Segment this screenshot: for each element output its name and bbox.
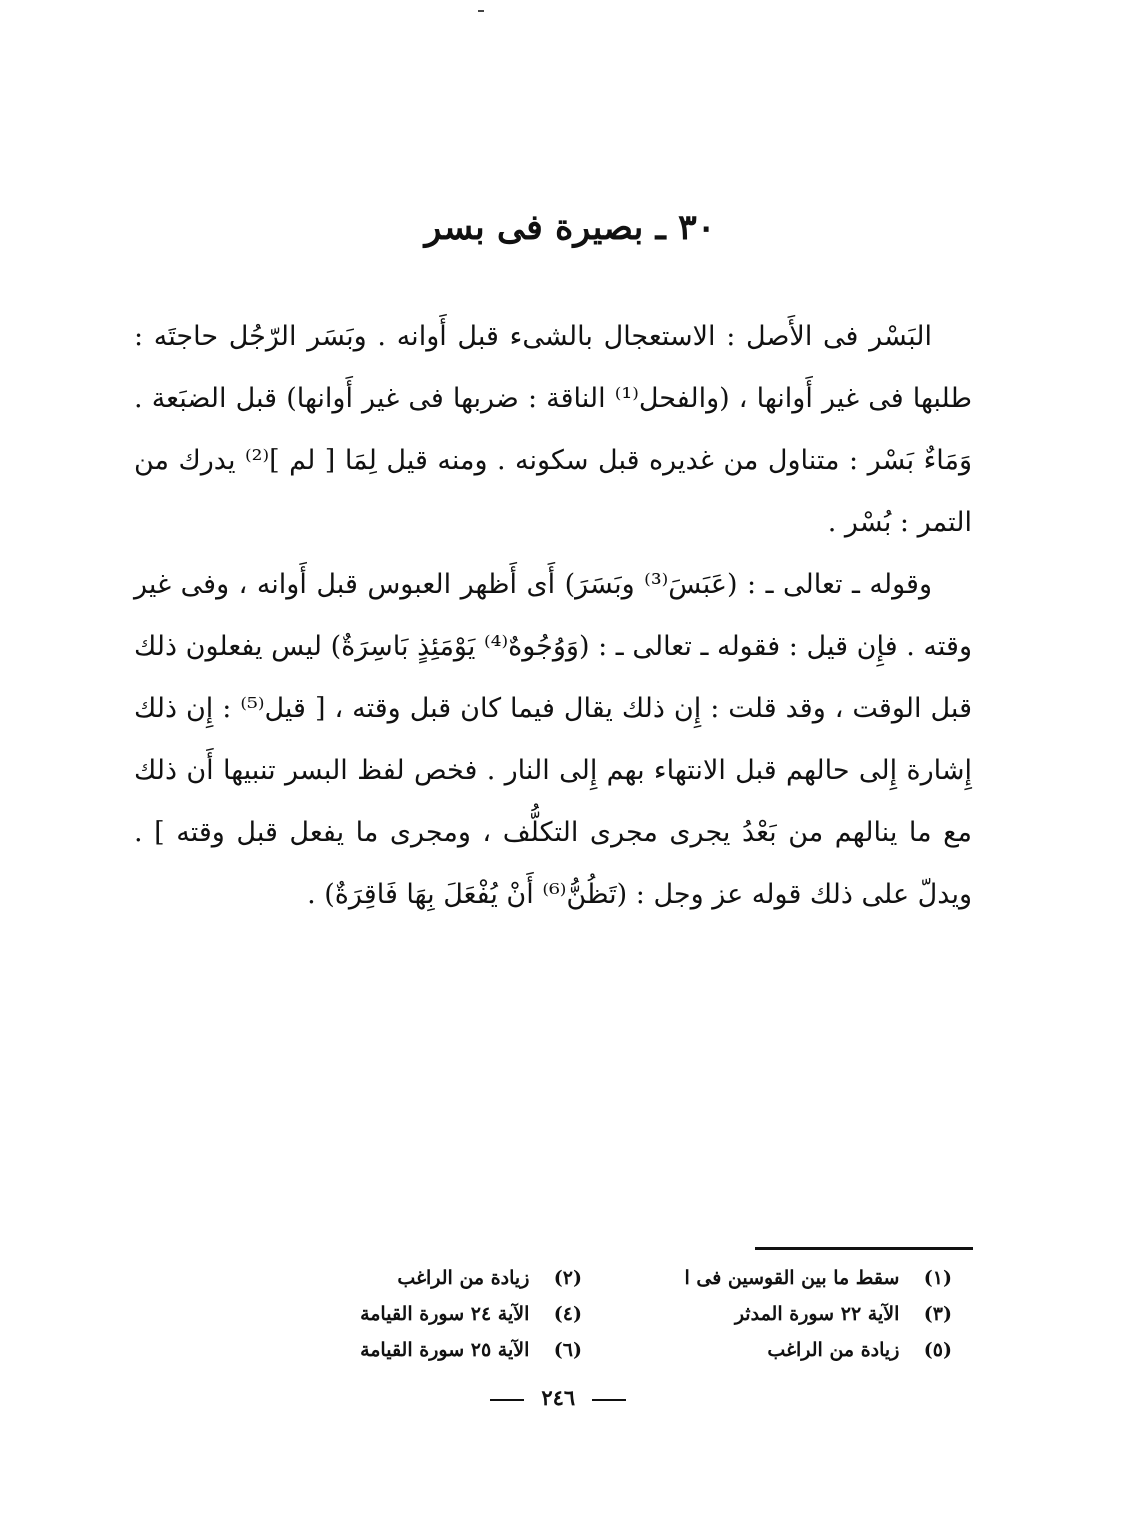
footnote-number: (٥) bbox=[923, 1339, 952, 1361]
footnote-item bbox=[582, 1296, 952, 1332]
footnote-number: (٤) bbox=[553, 1303, 582, 1325]
footnote-text: الآية ٢٥ سورة القيامة bbox=[360, 1339, 530, 1361]
section-title: ٣٠ ـ بصيرة فى بسر bbox=[424, 207, 716, 248]
footnote-text: الآية ٢٢ سورة المدثر bbox=[734, 1303, 900, 1325]
footnote-number: (٢) bbox=[553, 1267, 582, 1289]
page-number: ٢٤٦ bbox=[541, 1385, 576, 1410]
footnote-number: (٣) bbox=[923, 1303, 952, 1325]
page-number-dash bbox=[592, 1399, 626, 1401]
footnote-item bbox=[262, 1260, 582, 1296]
footnote-item bbox=[582, 1260, 952, 1296]
footnote-item bbox=[262, 1332, 582, 1368]
footnote-text: زيادة من الراغب bbox=[767, 1339, 900, 1361]
footnote-number: (٦) bbox=[553, 1339, 582, 1361]
page-number-dash bbox=[490, 1399, 524, 1401]
paragraph: البَسْر فى الأَصل : الاستعجال بالشىء قبل أَوانه . وبَسَر الرّجُل حاجتَه : طلبها فى غير أَوانها ، (والفحل⁽¹⁾ الناقة : ضربها فى غير أَوانها) قبل الضبَعة . وَمَاءٌ بَسْر : متناول من غديره قبل سكونه . ومنه قيل لِمَا [ لم ]⁽²⁾ يدرك من التمر : بُسْر . bbox=[134, 321, 973, 538]
footnote-item bbox=[262, 1296, 582, 1332]
page-edge-mark bbox=[478, 10, 484, 12]
footnote-text: زيادة من الراغب bbox=[397, 1267, 530, 1289]
footnote-item bbox=[582, 1332, 952, 1368]
footnote-separator bbox=[755, 1247, 973, 1250]
body-text bbox=[134, 306, 972, 926]
paragraph: وقوله ـ تعالى ـ : (عَبَسَ⁽³⁾ وبَسَرَ) أَى أَظهر العبوس قبل أَوانه ، وفى غير وقته . فإِن قيل : فقوله ـ تعالى ـ : (وَوُجُوهٌ⁽⁴⁾ يَوْمَئِذٍ بَاسِرَةٌ) ليس يفعلون ذلك قبل الوقت ، وقد قلت : إِن ذلك يقال فيما كان قبل وقته ، [ قيل⁽⁵⁾ : إِن ذلك إِشارة إِلى حالهم قبل الانتهاء بهم إِلى النار . فخص لفظ البسر تنبيها أَن ذلك مع ما ينالهم من بَعْدُ يجرى مجرى التكلُّف ، ومجرى ما يفعل قبل وقته ] . ويدلّ على ذلك قوله عز وجل : (تَظُنُّ⁽⁶⁾ أَنْ يُفْعَلَ بِهَا فَاقِرَةٌ) . bbox=[134, 569, 972, 910]
footnote-number: (١) bbox=[923, 1267, 952, 1289]
page-number-line bbox=[480, 1385, 620, 1410]
footnote-text: سقط ما بين القوسين فى ا bbox=[684, 1267, 900, 1289]
footnotes bbox=[262, 1260, 952, 1368]
footnote-text: الآية ٢٤ سورة القيامة bbox=[360, 1303, 530, 1325]
